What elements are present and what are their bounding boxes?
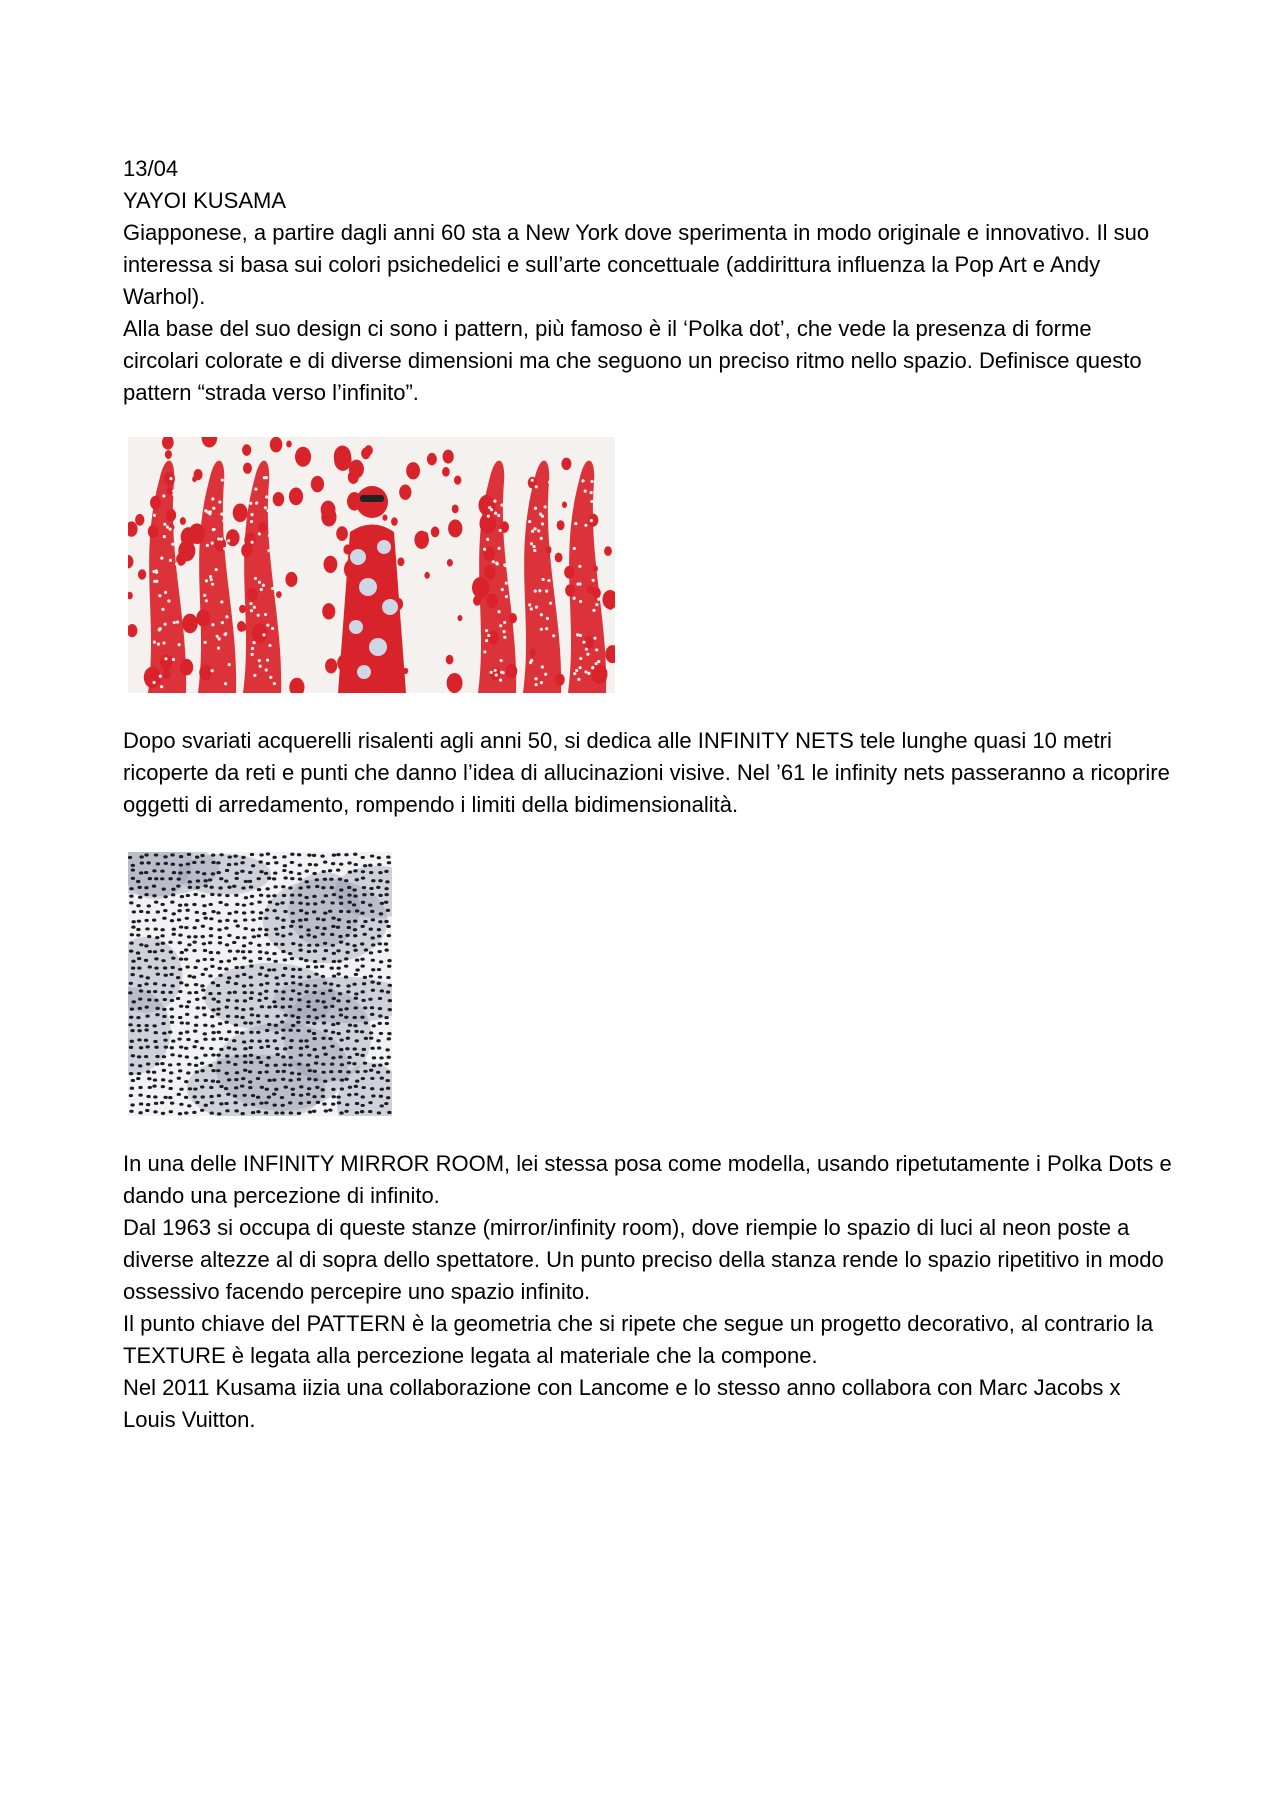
polka-dot-room-image <box>128 437 615 693</box>
document-date: 13/04 <box>123 156 179 181</box>
polka-dot-room-illustration <box>128 437 615 693</box>
paragraph: Dopo svariati acquerelli risalenti agli anni 50, si dedica alle INFINITY NETS tele lunghe quasi 10 metri ricoperte da reti e punti che danno l’idea di allucinazioni visive. Nel ’61 le infinity nets passeranno a ricoprire oggetti di arredamento, rompendo i limiti della bidimensionalità. <box>123 728 1170 817</box>
paragraph: Nel 2011 Kusama iizia una collaborazione con Lancome e lo stesso anno collabora con Marc Jacobs x Louis Vuitton. <box>123 1375 1121 1432</box>
document-heading: YAYOI KUSAMA <box>123 188 287 213</box>
mirror-room-section <box>123 1148 1173 1436</box>
paragraph: In una delle INFINITY MIRROR ROOM, lei stessa posa come modella, usando ripetutamente i Polka Dots e dando una percezione di infinito. <box>123 1151 1172 1208</box>
infinity-nets-image <box>128 852 392 1116</box>
infinity-nets-section <box>123 725 1173 821</box>
paragraph: Dal 1963 si occupa di queste stanze (mirror/infinity room), dove riempie lo spazio di luci al neon poste a diverse altezze al di sopra dello spettatore. Un punto preciso della stanza rende lo spazio ripetitivo in modo ossessivo facendo percepire uno spazio infinito. <box>123 1215 1164 1304</box>
paragraph: Giapponese, a partire dagli anni 60 sta a New York dove sperimenta in modo originale e innovativo. Il suo interessa si basa sui colori psichedelici e sull’arte concettuale (addirittura influenza la Pop Art e Andy Warhol). <box>123 220 1150 309</box>
paragraph: Il punto chiave del PATTERN è la geometria che si ripete che segue un progetto decorativo, al contrario la TEXTURE è legata alla percezione legata al materiale che la compone. <box>123 1311 1154 1368</box>
infinity-nets-illustration <box>128 852 392 1116</box>
intro-section <box>123 153 1173 409</box>
paragraph: Alla base del suo design ci sono i pattern, più famoso è il ‘Polka dot’, che vede la presenza di forme circolari colorate e di diverse dimensioni ma che seguono un preciso ritmo nello spazio. Definisce questo pattern “strada verso l’infinito”. <box>123 316 1142 405</box>
